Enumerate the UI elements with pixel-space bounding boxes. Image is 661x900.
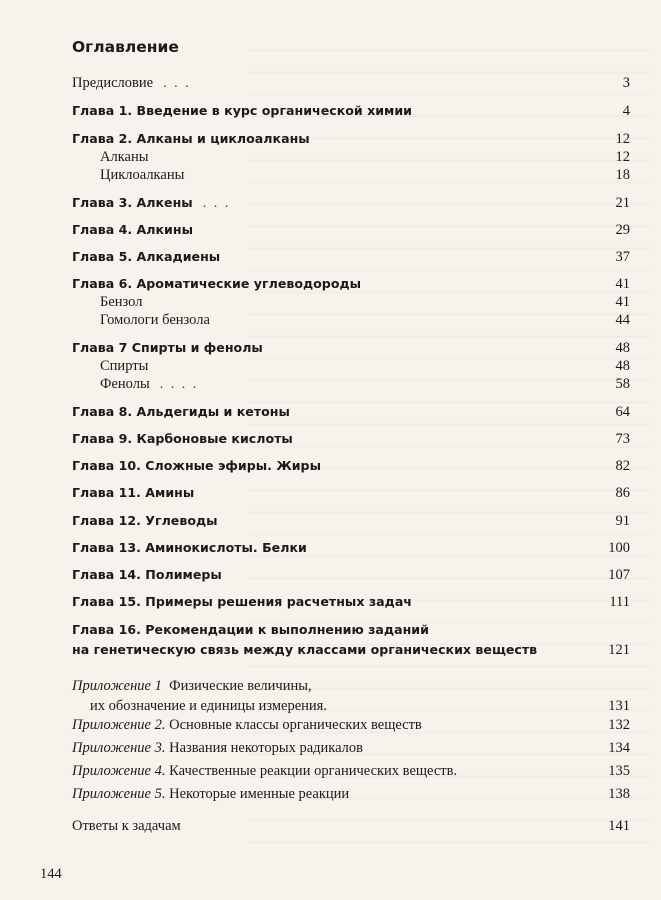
toc-entry-label: Названия некоторых радикалов — [169, 740, 364, 756]
toc-entry-label: Глава 7 Спирты и фенолы — [72, 340, 263, 355]
toc-entry-label: Глава 6. Ароматические углеводороды — [72, 276, 362, 291]
toc-page-number: 135 — [608, 763, 630, 779]
toc-entry-appendix-3[interactable] — [72, 740, 630, 762]
toc-entry-answers[interactable] — [72, 818, 630, 840]
appendix-prefix: Приложение 4. — [72, 763, 166, 779]
toc-entry-chapter-16[interactable] — [72, 620, 630, 660]
toc-entry-chapter-14[interactable] — [72, 567, 630, 589]
leader-dots: . . . . — [159, 377, 199, 392]
toc-entry-label: Глава 14. Полимеры — [72, 567, 222, 582]
toc-entry-label-line2: на генетическую связь между классами органических веществ — [72, 642, 538, 657]
toc-entry-chapter-10[interactable] — [72, 458, 630, 480]
toc-page-number: 100 — [608, 540, 630, 556]
toc-page-number: 12 — [615, 149, 630, 165]
toc-entry-label: Глава 15. Примеры решения расчетных задач — [72, 594, 412, 609]
toc-entry-label: Бензол — [100, 294, 143, 310]
toc-entry-label: Глава 5. Алкадиены — [72, 249, 221, 264]
toc-entry-chapter-1[interactable] — [72, 103, 630, 125]
toc-page-number: 121 — [608, 642, 630, 658]
toc-page-number: 41 — [615, 294, 630, 310]
toc-page-number: 44 — [615, 312, 630, 328]
toc-entry-label: Глава 11. Амины — [72, 485, 195, 500]
toc-page-number: 132 — [608, 717, 630, 733]
leader-dots: . . . — [163, 76, 191, 91]
toc-entry-benzene-homologues[interactable] — [72, 312, 630, 334]
toc-entry-label: Алканы — [100, 149, 149, 165]
toc-page-number: 91 — [615, 513, 630, 529]
toc-entry-label: Глава 8. Альдегиды и кетоны — [72, 404, 290, 419]
toc-entry-chapter-3[interactable] — [72, 195, 630, 217]
toc-entry-label: Гомологи бензола — [100, 312, 210, 328]
toc-entry-chapter-15[interactable] — [72, 594, 630, 616]
toc-entry-label: Глава 9. Карбоновые кислоты — [72, 431, 293, 446]
toc-page-number: 37 — [615, 249, 630, 265]
toc-entry-label-line2: их обозначение и единицы измерения. — [90, 698, 327, 714]
toc-entry-preface[interactable] — [72, 75, 630, 97]
appendix-prefix: Приложение 3. — [72, 740, 166, 756]
toc-entry-label: Глава 1. Введение в курс органической химии — [72, 103, 413, 118]
toc-entry-chapter-12[interactable] — [72, 513, 630, 535]
toc-title: Оглавление — [72, 38, 179, 56]
toc-page-number: 48 — [615, 340, 630, 356]
toc-page-number: 131 — [608, 698, 630, 714]
toc-page-number: 58 — [615, 376, 630, 392]
toc-entry-label: Основные классы органических веществ — [169, 717, 422, 733]
toc-page-number: 12 — [615, 131, 630, 147]
toc-entry-label: Циклоалканы — [100, 167, 185, 183]
toc-page-number: 107 — [608, 567, 630, 583]
toc-page-number: 64 — [615, 404, 630, 420]
toc-entry-label: Фенолы — [100, 376, 150, 392]
toc-entry-label: Ответы к задачам — [72, 818, 181, 834]
toc-page-number: 3 — [622, 75, 630, 91]
leader-dots: . . . — [202, 196, 231, 211]
toc-entry-appendix-2[interactable] — [72, 717, 630, 739]
toc-page-number: 138 — [608, 786, 630, 802]
toc-page-number: 29 — [615, 222, 630, 238]
toc-page-number: 18 — [615, 167, 630, 183]
toc-entry-appendix-4[interactable] — [72, 763, 630, 785]
toc-entry-label: Качественные реакции органических веществ. — [169, 763, 458, 779]
toc-page-number: 48 — [615, 358, 630, 374]
toc-entry-label: Глава 12. Углеводы — [72, 513, 218, 528]
toc-entry-chapter-13[interactable] — [72, 540, 630, 562]
toc-entry-chapter-9[interactable] — [72, 431, 630, 453]
toc-entry-label-line1: Физические величины, — [169, 678, 312, 694]
toc-page-number: 4 — [622, 103, 630, 119]
appendix-prefix: Приложение 2. — [72, 717, 166, 733]
toc-entry-label: Глава 2. Алканы и циклоалканы — [72, 131, 310, 146]
toc-entry-chapter-4[interactable] — [72, 222, 630, 244]
toc-page-number: 82 — [615, 458, 630, 474]
toc-entry-label: Глава 13. Аминокислоты. Белки — [72, 540, 307, 555]
appendix-prefix: Приложение 1 — [72, 678, 162, 694]
toc-entry-chapter-11[interactable] — [72, 485, 630, 507]
toc-page-number: 41 — [615, 276, 630, 292]
toc-entry-label: Предисловие — [72, 75, 154, 91]
toc-entry-chapter-5[interactable] — [72, 249, 630, 271]
toc-entry-appendix-5[interactable] — [72, 786, 630, 808]
toc-page-number: 134 — [608, 740, 630, 756]
toc-entry-appendix-1[interactable] — [72, 676, 630, 716]
toc-entry-label: Некоторые именные реакции — [169, 786, 350, 802]
toc-entry-label: Спирты — [100, 358, 149, 374]
toc-entry-label-line1: Глава 16. Рекомендации к выполнению заданий — [72, 622, 429, 637]
toc-page-number: 141 — [608, 818, 630, 834]
toc-page-number: 86 — [615, 485, 630, 501]
toc-entry-label: Глава 3. Алкены — [72, 195, 193, 210]
toc-page-number: 111 — [609, 594, 630, 610]
toc-entry-chapter-8[interactable] — [72, 404, 630, 426]
toc-entry-label: Глава 4. Алкины — [72, 222, 193, 237]
toc-page-number: 21 — [615, 195, 630, 211]
toc-entry-label: Глава 10. Сложные эфиры. Жиры — [72, 458, 321, 473]
toc-entry-phenols[interactable] — [72, 376, 630, 398]
toc-entry-cycloalkanes[interactable] — [72, 167, 630, 189]
appendix-prefix: Приложение 5. — [72, 786, 166, 802]
toc-page-number: 73 — [615, 431, 630, 447]
page-number: 144 — [40, 866, 62, 882]
